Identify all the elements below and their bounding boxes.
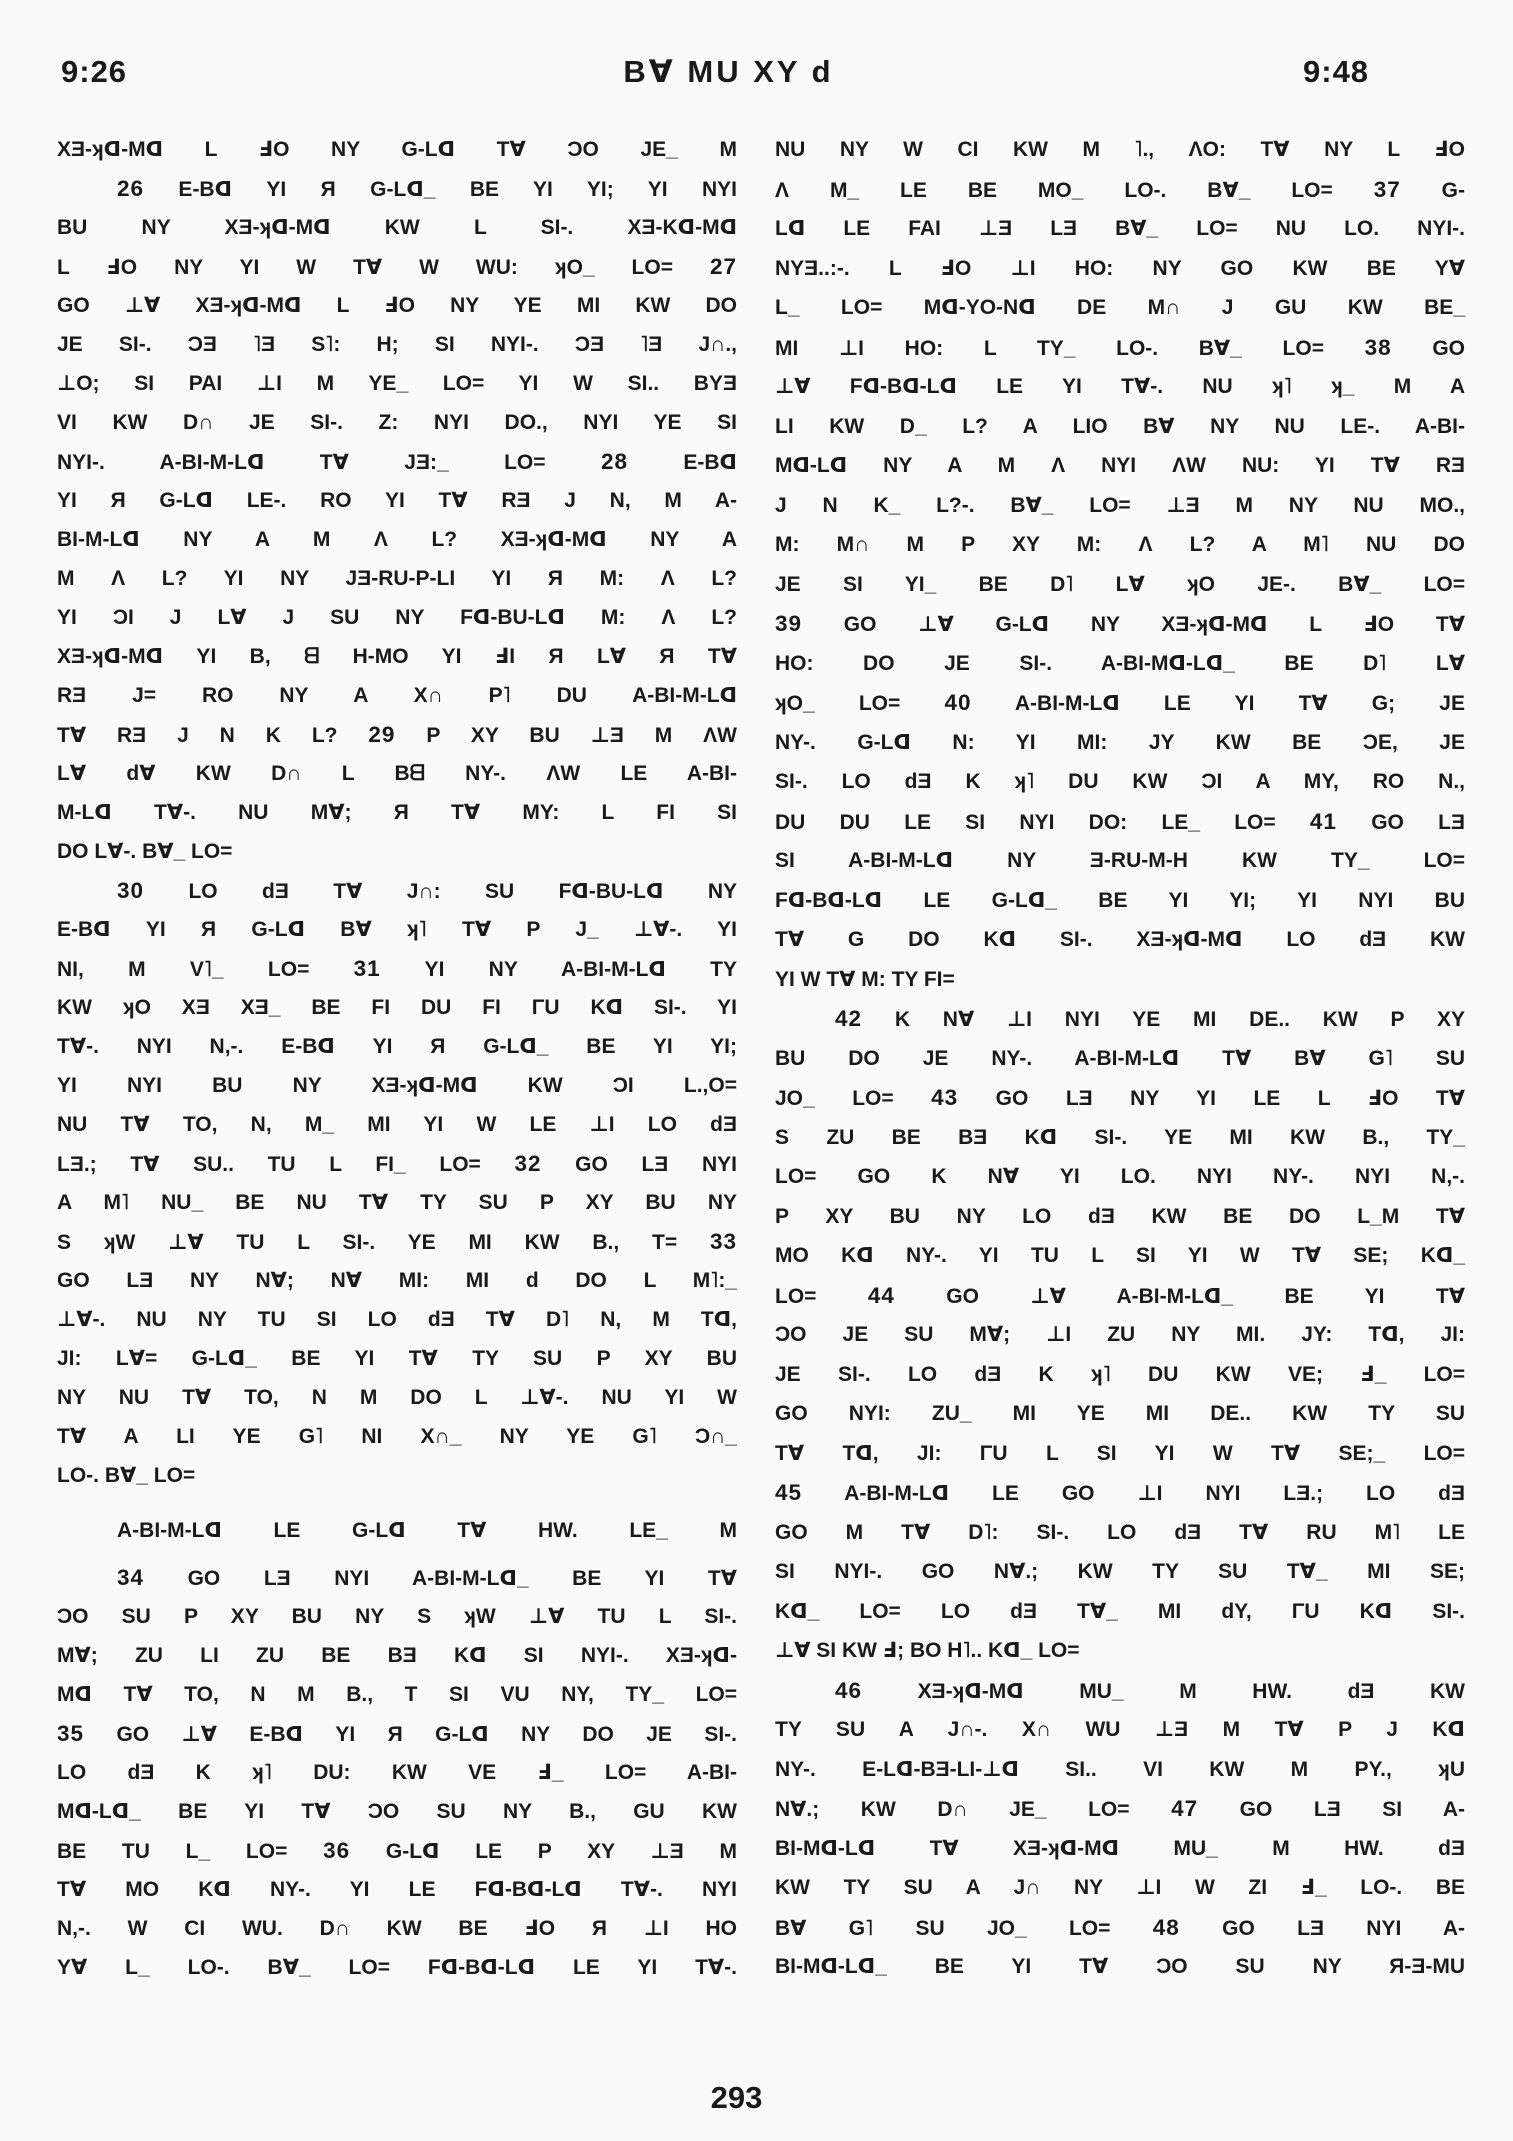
text-line: YI Я G-Lᗡ LE-. RO YI T∀ RƎ J N, M A-: [57, 489, 737, 512]
text-line: HO: DO JE SI-. A-BI-Mᗡ-Lᗡ_ BE D˥ L∀: [775, 651, 1465, 675]
verse-number: 40: [944, 690, 972, 715]
text-line: ⊥O; SI PAI ⊥I M YE_ LO= YI W SI.. BYƎ: [57, 372, 737, 395]
verse-number: 37: [1373, 176, 1401, 202]
text-line: A M˥ NU_ BE NU T∀ TY SU P XY BU NY: [57, 1191, 737, 1214]
text-line: BU NY XƎ-ʞᗡ-Mᗡ KW L SI-. XƎ-Kᗡ-Mᗡ: [57, 216, 737, 239]
text-line: T∀ MO Kᗡ NY-. YI LE Fᗡ-Bᗡ-Lᗡ T∀-. NYI: [57, 1878, 737, 1901]
text-line: LƎ.; T∀ SU.. TU L FI_ LO= 32 GO LƎ NYI: [57, 1151, 737, 1176]
text-line: 26 E-Bᗡ YI Я G-Lᗡ_ BE YI YI; YI NYI: [117, 176, 737, 201]
text-line: NY-. E-Lᗡ-BƎ-LI-⊥ᗡ SI.. VI KW M PY., ʞU: [775, 1757, 1465, 1781]
text-line: M-Lᗡ T∀-. NU M∀; Я T∀ MY: L FI SI: [57, 801, 737, 824]
text-line: SI A-BI-M-Lᗡ NY Ǝ-RU-M-H KW TY_ LO=: [775, 849, 1465, 872]
text-line: T∀-. NYI N,-. E-Bᗡ YI Я G-Lᗡ_ BE YI YI;: [57, 1035, 737, 1058]
text-line: Fᗡ-Bᗡ-Lᗡ LE G-Lᗡ_ BE YI YI; YI NYI BU: [775, 888, 1465, 912]
text-line: GO NYI: ZU_ MI YE MI DE.. KW TY SU: [775, 1402, 1465, 1425]
text-line: XƎ-ʞᗡ-Mᗡ L ℲO NY G-Lᗡ T∀ ƆO JE_ M: [57, 138, 737, 161]
text-line: P XY BU NY LO dƎ KW BE DO L_M T∀: [775, 1204, 1465, 1228]
text-line: ⊥∀ Fᗡ-Bᗡ-Lᗡ LE YI T∀-. NU ʞ˥ ʞ_ M A: [775, 375, 1465, 398]
text-line: S ʞW ⊥∀ TU L SI-. YE MI KW B., T= 33: [57, 1229, 737, 1254]
text-line: XƎ-ʞᗡ-Mᗡ YI B, ᗺ H-MO YI ℲI Я L∀ Я T∀: [57, 645, 737, 668]
text-line: KW ʞO XƎ XƎ_ BE FI DU FI ΓU Kᗡ SI-. YI: [57, 996, 737, 1019]
text-line: LO= 44 GO ⊥∀ A-BI-M-Lᗡ_ BE YI T∀: [775, 1282, 1465, 1308]
text-line: M∀; ZU LI ZU BE BƎ Kᗡ SI NYI-. XƎ-ʞᗡ-: [57, 1644, 737, 1667]
text-line: BI-Mᗡ-Lᗡ_ BE YI T∀ ƆO SU NY Я-Ǝ-MU: [775, 1955, 1465, 1978]
text-line: SI-. LO dƎ K ʞ˥ DU KW ƆI A MY, RO N.,: [775, 770, 1465, 793]
running-header-verse-right: 9:48: [1303, 54, 1370, 89]
verse-number: 39: [775, 611, 803, 636]
text-line: L_ LO= Mᗡ-YO-Nᗡ DE M∩ J GU KW BE_: [775, 296, 1465, 319]
verse-number: 31: [353, 956, 381, 981]
text-line: Y∀ L_ LO-. B∀_ LO= Fᗡ-Bᗡ-Lᗡ LE YI T∀-.: [57, 1956, 737, 1979]
text-line: DU DU LE SI NYI DO: LE_ LO= 41 GO LƎ: [775, 808, 1465, 834]
text-line: MI ⊥I HO: L TY_ LO-. B∀_ LO= 38 GO: [775, 334, 1465, 360]
text-line: M Λ L? YI NY JƎ-RU-P-LI YI Я M: Λ L?: [57, 567, 737, 590]
text-line: Kᗡ_ LO= LO dƎ T∀_ MI dY, ΓU Kᗡ SI-.: [775, 1599, 1465, 1623]
text-line: BU DO JE NY-. A-BI-M-Lᗡ T∀ B∀ G˥ SU: [775, 1046, 1465, 1070]
verse-number: 29: [368, 722, 396, 747]
text-line: VI KW D∩ JE SI-. Z: NYI DO., NYI YE SI: [57, 411, 737, 434]
text-line: MO Kᗡ NY-. YI TU L SI YI W T∀ SE; Kᗡ_: [775, 1244, 1465, 1267]
text-line: ƆO JE SU M∀; ⊥I ZU NY MI. JY: Tᗡ, JI:: [775, 1323, 1465, 1346]
verse-number: 35: [57, 1721, 85, 1746]
verse-number: 28: [600, 449, 628, 474]
text-line: BI-Mᗡ-Lᗡ T∀ XƎ-ʞᗡ-Mᗡ MU_ M HW. dƎ: [775, 1836, 1465, 1860]
text-line: T∀ RƎ J N K L? 29 P XY BU ⊥Ǝ M ΛW: [57, 722, 737, 747]
text-line: JE SI YI_ BE D˥ L∀ ʞO JE-. B∀_ LO=: [775, 572, 1465, 596]
text-line: T∀ G DO Kᗡ SI-. XƎ-ʞᗡ-Mᗡ LO dƎ KW: [775, 928, 1465, 951]
text-line: RƎ J= RO NY A X∩ P˥ DU A-BI-M-Lᗡ: [57, 684, 737, 707]
text-line: ʞO_ LO= 40 A-BI-M-Lᗡ LE YI T∀ G; JE: [775, 690, 1465, 715]
verse-number: 46: [835, 1677, 863, 1703]
text-line: J N K_ L?-. B∀_ LO= ⊥Ǝ M NY NU MO.,: [775, 493, 1465, 517]
text-line: L∀ d∀ KW D∩ L Bᗺ NY-. ΛW LE A-BI-: [57, 762, 737, 785]
text-line: B∀ G˥ SU JO_ LO= 48 GO LƎ NYI A-: [775, 1914, 1465, 1940]
text-line: GO ⊥∀ XƎ-ʞᗡ-Mᗡ L ℲO NY YE MI KW DO: [57, 294, 737, 317]
text-line: Λ M_ LE BE MO_ LO-. B∀_ LO= 37 G-: [775, 176, 1465, 202]
text-line: Mᗡ-Lᗡ NY A M Λ NYI ΛW NU: YI T∀ RƎ: [775, 454, 1465, 477]
text-line: TY SU A J∩-. X∩ WU ⊥Ǝ M T∀ P J Kᗡ: [775, 1718, 1465, 1741]
text-line: N∀.; KW D∩ JE_ LO= 47 GO LƎ SI A-: [775, 1796, 1466, 1821]
text-line: JI: L∀= G-Lᗡ_ BE YI T∀ TY SU P XY BU: [57, 1347, 737, 1370]
verse-number: 26: [117, 176, 145, 201]
text-line: L ℲO NY YI W T∀ W WU: ʞO_ LO= 27: [57, 254, 737, 279]
text-line: GO M T∀ D˥: SI-. LO dƎ T∀ RU M˥ LE: [775, 1520, 1465, 1544]
text-line: 34 GO LƎ NYI A-BI-M-Lᗡ_ BE YI T∀: [117, 1565, 737, 1590]
text-column-left: [57, 130, 737, 1987]
text-line: T∀ A LI YE G˥ NI X∩_ NY YE G˥ Ɔ∩_: [57, 1425, 737, 1448]
text-line: ⊥∀ SI KW Ⅎ; BO H˥.. Kᗡ_ LO=: [775, 1639, 1080, 1662]
verse-number: 48: [1152, 1914, 1180, 1940]
section-heading: A-BI-M-Lᗡ LE G-Lᗡ T∀ HW. LE_ M: [117, 1519, 737, 1542]
text-line: NY-. G-Lᗡ N: YI MI: JY KW BE ƆE, JE: [775, 730, 1465, 754]
text-line: BI-M-Lᗡ NY A M Λ L? XƎ-ʞᗡ-Mᗡ NY A: [57, 528, 737, 551]
text-line: BE TU L_ LO= 36 G-Lᗡ LE P XY ⊥Ǝ M: [57, 1838, 737, 1863]
verse-number: 41: [1309, 808, 1337, 834]
text-line: LO dƎ K ʞ˥ DU: KW VE Ⅎ_ LO= A-BI-: [57, 1761, 737, 1784]
text-line: Mᗡ T∀ TO, N M B., T SI VU NY, TY_ LO=: [57, 1683, 737, 1706]
verse-number: 45: [775, 1480, 803, 1505]
verse-number: 30: [117, 878, 145, 903]
text-line: LI KW D_ L? A LIO B∀ NY NU LE-. A-BI-: [775, 414, 1465, 438]
verse-number: 33: [709, 1229, 737, 1254]
verse-number: 32: [514, 1151, 542, 1176]
text-line: NU T∀ TO, N, M_ MI YI W LE ⊥I LO dƎ: [57, 1113, 737, 1136]
text-line: S ZU BE BƎ Kᗡ SI-. YE MI KW B., TY_: [775, 1125, 1465, 1149]
verse-number: 43: [931, 1085, 959, 1110]
text-line: YI ƆI J L∀ J SU NY Fᗡ-BU-Lᗡ M: Λ L?: [57, 606, 737, 629]
text-line: JE SI-. ƆƎ ˥Ǝ S˥: H; SI NYI-. ƆƎ ˥Ǝ J∩.,: [57, 333, 737, 356]
text-line: LO= GO K N∀ YI LO. NYI NY-. NYI N,-.: [775, 1165, 1465, 1188]
text-line: 35 GO ⊥∀ E-Bᗡ YI Я G-Lᗡ NY DO JE SI-.: [57, 1721, 737, 1746]
running-header-title: B∀ MU XY d: [623, 54, 834, 89]
text-column-right: [775, 130, 1465, 1987]
text-line: 42 K N∀ ⊥I NYI YE MI DE.. KW P XY: [835, 1006, 1465, 1031]
verse-number: 42: [835, 1006, 863, 1031]
text-line: E-Bᗡ YI Я G-Lᗡ B∀ ʞ˥ T∀ P J_ ⊥∀-. YI: [57, 918, 737, 941]
text-line: YI W T∀ M: TY FI=: [775, 967, 955, 991]
verse-number: 47: [1171, 1796, 1199, 1821]
text-line: ⊥∀-. NU NY TU SI LO dƎ T∀ D˥ N, M Tᗡ,: [57, 1308, 737, 1331]
text-line: Lᗡ LE FAI ⊥Ǝ LƎ B∀_ LO= NU LO. NYI-.: [775, 217, 1465, 240]
verse-number: 38: [1364, 334, 1392, 360]
verse-number: 44: [867, 1282, 895, 1308]
text-line: 46 XƎ-ʞᗡ-Mᗡ MU_ M HW. dƎ KW: [835, 1677, 1465, 1703]
text-line: NU NY W CI KW M ˥., ΛO: T∀ NY L ℲO: [775, 138, 1465, 161]
verse-number: 27: [709, 254, 737, 279]
text-line: GO LƎ NY N∀; N∀ MI: MI d DO L M˥:_: [57, 1269, 737, 1292]
running-header-verse-left: 9:26: [61, 54, 128, 89]
text-line: KW TY SU A J∩ NY ⊥I W ZI Ⅎ_ LO-. BE: [775, 1876, 1465, 1899]
text-line: JO_ LO= 43 GO LƎ NY YI LE L ℲO T∀: [775, 1085, 1465, 1110]
text-line: 30 LO dƎ T∀ J∩: SU Fᗡ-BU-Lᗡ NY: [117, 878, 737, 903]
text-line: NI, M V˥_ LO= 31 YI NY A-BI-M-Lᗡ TY: [57, 956, 737, 981]
text-line: LO-. B∀_ LO=: [57, 1464, 196, 1487]
text-line: YI NYI BU NY XƎ-ʞᗡ-Mᗡ KW ƆI L.,O=: [57, 1074, 737, 1097]
text-line: ƆO SU P XY BU NY S ʞW ⊥∀ TU L SI-.: [57, 1605, 737, 1628]
page-number: 293: [710, 2080, 763, 2115]
text-line: Mᗡ-Lᗡ_ BE YI T∀ ƆO SU NY B., GU KW: [57, 1800, 737, 1823]
text-line: T∀ Tᗡ, JI: ΓU L SI YI W T∀ SE;_ LO=: [775, 1441, 1465, 1465]
text-line: DO L∀-. B∀_ LO=: [57, 840, 233, 863]
text-line: NY NU T∀ TO, N M DO L ⊥∀-. NU YI W: [57, 1386, 737, 1409]
text-line: NYƎ..:-. L ℲO ⊥I HO: NY GO KW BE Y∀: [775, 256, 1465, 280]
text-line: 39 GO ⊥∀ G-Lᗡ NY XƎ-ʞᗡ-Mᗡ L ℲO T∀: [775, 611, 1465, 636]
text-line: SI NYI-. GO N∀.; KW TY SU T∀_ MI SE;: [775, 1560, 1465, 1583]
text-line: NYI-. A-BI-M-Lᗡ T∀ JƎ:_ LO= 28 E-Bᗡ: [57, 449, 737, 474]
text-line: 45 A-BI-M-Lᗡ LE GO ⊥I NYI LƎ.; LO dƎ: [775, 1480, 1465, 1505]
text-line: N,-. W CI WU. D∩ KW BE ℲO Я ⊥I HO: [57, 1917, 737, 1940]
verse-number: 36: [323, 1838, 351, 1863]
text-line: JE SI-. LO dƎ K ʞ˥ DU KW VE; Ⅎ_ LO=: [775, 1362, 1465, 1386]
verse-number: 34: [117, 1565, 145, 1590]
text-line: M: M∩ M P XY M: Λ L? A M˥ NU DO: [775, 533, 1465, 556]
